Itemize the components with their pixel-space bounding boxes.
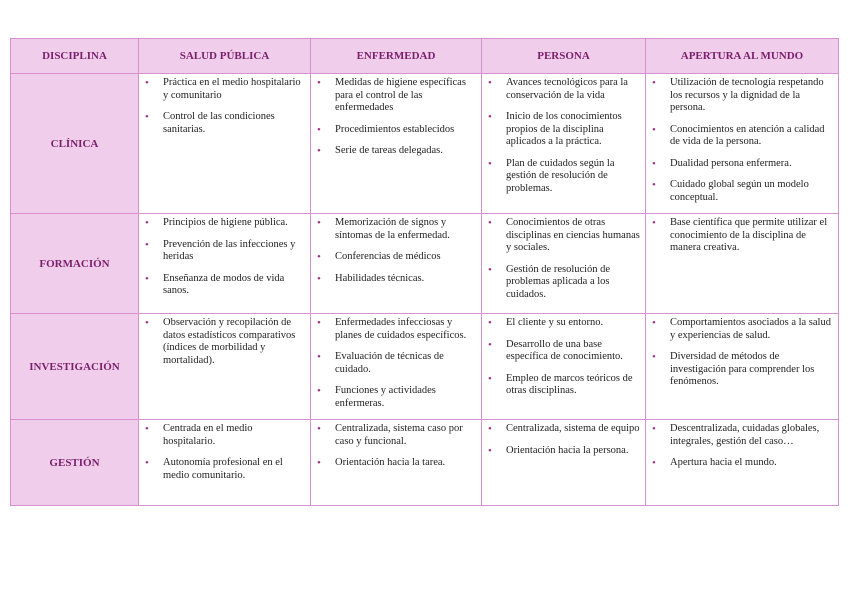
table-cell bbox=[646, 420, 839, 506]
column-header: DISCIPLINA bbox=[11, 39, 139, 74]
nursing-comparison-table bbox=[10, 38, 839, 506]
discipline-label: FORMACIÓN bbox=[11, 214, 139, 314]
bullet-list bbox=[482, 420, 645, 457]
table-row bbox=[11, 420, 839, 506]
bullet-list bbox=[139, 420, 310, 482]
list-item: • Habilidades técnicas. bbox=[317, 273, 477, 286]
list-item: • Conocimientos de otras disciplinas en ciencias humanas y sociales. bbox=[488, 217, 641, 255]
bullet-list bbox=[646, 214, 838, 255]
list-item: • Centralizada, sistema de equipo bbox=[488, 423, 641, 436]
bullet-list bbox=[311, 420, 481, 470]
bullet-list bbox=[646, 420, 838, 470]
bullet-list bbox=[482, 214, 645, 301]
discipline-label: INVESTIGACIÓN bbox=[11, 314, 139, 420]
list-item: • Evaluación de técnicas de cuidado. bbox=[317, 351, 477, 376]
table-cell bbox=[646, 314, 839, 420]
list-item: • Avances tecnológicos para la conservación de la vida bbox=[488, 77, 641, 102]
bullet-list bbox=[311, 214, 481, 285]
list-item: • Autonomía profesional en el medio comunitario. bbox=[145, 457, 306, 482]
list-item: • Utilización de tecnología respetando los recursos y la dignidad de la persona. bbox=[652, 77, 834, 115]
table-cell bbox=[311, 74, 482, 214]
list-item: • Conocimientos en atención a calidad de vida de la persona. bbox=[652, 124, 834, 149]
list-item: • Diversidad de métodos de investigación para comprender los fenómenos. bbox=[652, 351, 834, 389]
discipline-label: CLÍNICA bbox=[11, 74, 139, 214]
column-header: SALUD PÚBLICA bbox=[139, 39, 311, 74]
list-item: • Funciones y actividades enfermeras. bbox=[317, 385, 477, 410]
list-item: • Centralizada, sistema caso por caso y funcional. bbox=[317, 423, 477, 448]
header-row bbox=[11, 39, 839, 74]
bullet-list bbox=[482, 314, 645, 398]
list-item: • Orientación hacia la persona. bbox=[488, 445, 641, 458]
bullet-list bbox=[311, 314, 481, 410]
table-row bbox=[11, 74, 839, 214]
table-cell bbox=[646, 214, 839, 314]
table-cell bbox=[139, 314, 311, 420]
list-item: • Base científica que permite utilizar el conocimiento de la disciplina de manera creativa. bbox=[652, 217, 834, 255]
list-item: • Control de las condiciones sanitarias. bbox=[145, 111, 306, 136]
list-item: • Cuidado global según un modelo conceptual. bbox=[652, 179, 834, 204]
list-item: • Práctica en el medio hospitalario y comunitario bbox=[145, 77, 306, 102]
bullet-list bbox=[646, 74, 838, 204]
table-row bbox=[11, 214, 839, 314]
table-cell bbox=[646, 74, 839, 214]
list-item: • Conferencias de médicos bbox=[317, 251, 477, 264]
column-header: APERTURA AL MUNDO bbox=[646, 39, 839, 74]
bullet-list bbox=[139, 74, 310, 136]
column-header: PERSONA bbox=[482, 39, 646, 74]
table-cell bbox=[311, 214, 482, 314]
list-item: • Enfermedades infecciosas y planes de cuidados específicos. bbox=[317, 317, 477, 342]
list-item: • Prevención de las infecciones y heridas bbox=[145, 239, 306, 264]
column-header: ENFERMEDAD bbox=[311, 39, 482, 74]
list-item: • Inicio de los conocimientos propios de la disciplina aplicados a la práctica. bbox=[488, 111, 641, 149]
list-item: • Descentralizada, cuidadas globales, integrales, gestión del caso… bbox=[652, 423, 834, 448]
list-item: • Procedimientos establecidos bbox=[317, 124, 477, 137]
discipline-label: GESTIÓN bbox=[11, 420, 139, 506]
list-item: • Empleo de marcos teóricos de otras disciplinas. bbox=[488, 373, 641, 398]
list-item: • Desarrollo de una base específica de conocimiento. bbox=[488, 339, 641, 364]
bullet-list bbox=[311, 74, 481, 158]
list-item: • Plan de cuidados según la gestión de resolución de problemas. bbox=[488, 158, 641, 196]
table-cell bbox=[311, 314, 482, 420]
list-item: • Gestión de resolución de problemas aplicada a los cuidados. bbox=[488, 264, 641, 302]
list-item: • Observación y recopilación de datos estadísticos comparativos (índices de morbilidad y mortalidad). bbox=[145, 317, 306, 367]
list-item: • Orientación hacia la tarea. bbox=[317, 457, 477, 470]
list-item: • Apertura hacia el mundo. bbox=[652, 457, 834, 470]
table-cell bbox=[139, 214, 311, 314]
list-item: • Centrada en el medio hospitalario. bbox=[145, 423, 306, 448]
table-cell bbox=[482, 314, 646, 420]
table-row bbox=[11, 314, 839, 420]
list-item: • El cliente y su entorno. bbox=[488, 317, 641, 330]
table-cell bbox=[139, 74, 311, 214]
table-cell bbox=[311, 420, 482, 506]
bullet-list bbox=[482, 74, 645, 195]
list-item: • Enseñanza de modos de vida sanos. bbox=[145, 273, 306, 298]
bullet-list bbox=[139, 314, 310, 367]
table-cell bbox=[482, 420, 646, 506]
table-cell bbox=[482, 74, 646, 214]
list-item: • Comportamientos asociados a la salud y experiencias de salud. bbox=[652, 317, 834, 342]
bullet-list bbox=[646, 314, 838, 389]
list-item: • Dualidad persona enfermera. bbox=[652, 158, 834, 171]
table-cell bbox=[139, 420, 311, 506]
list-item: • Serie de tareas delegadas. bbox=[317, 145, 477, 158]
list-item: • Medidas de higiene específicas para el control de las enfermedades bbox=[317, 77, 477, 115]
list-item: • Principios de higiene pública. bbox=[145, 217, 306, 230]
list-item: • Memorización de signos y síntomas de la enfermedad. bbox=[317, 217, 477, 242]
bullet-list bbox=[139, 214, 310, 298]
table-cell bbox=[482, 214, 646, 314]
